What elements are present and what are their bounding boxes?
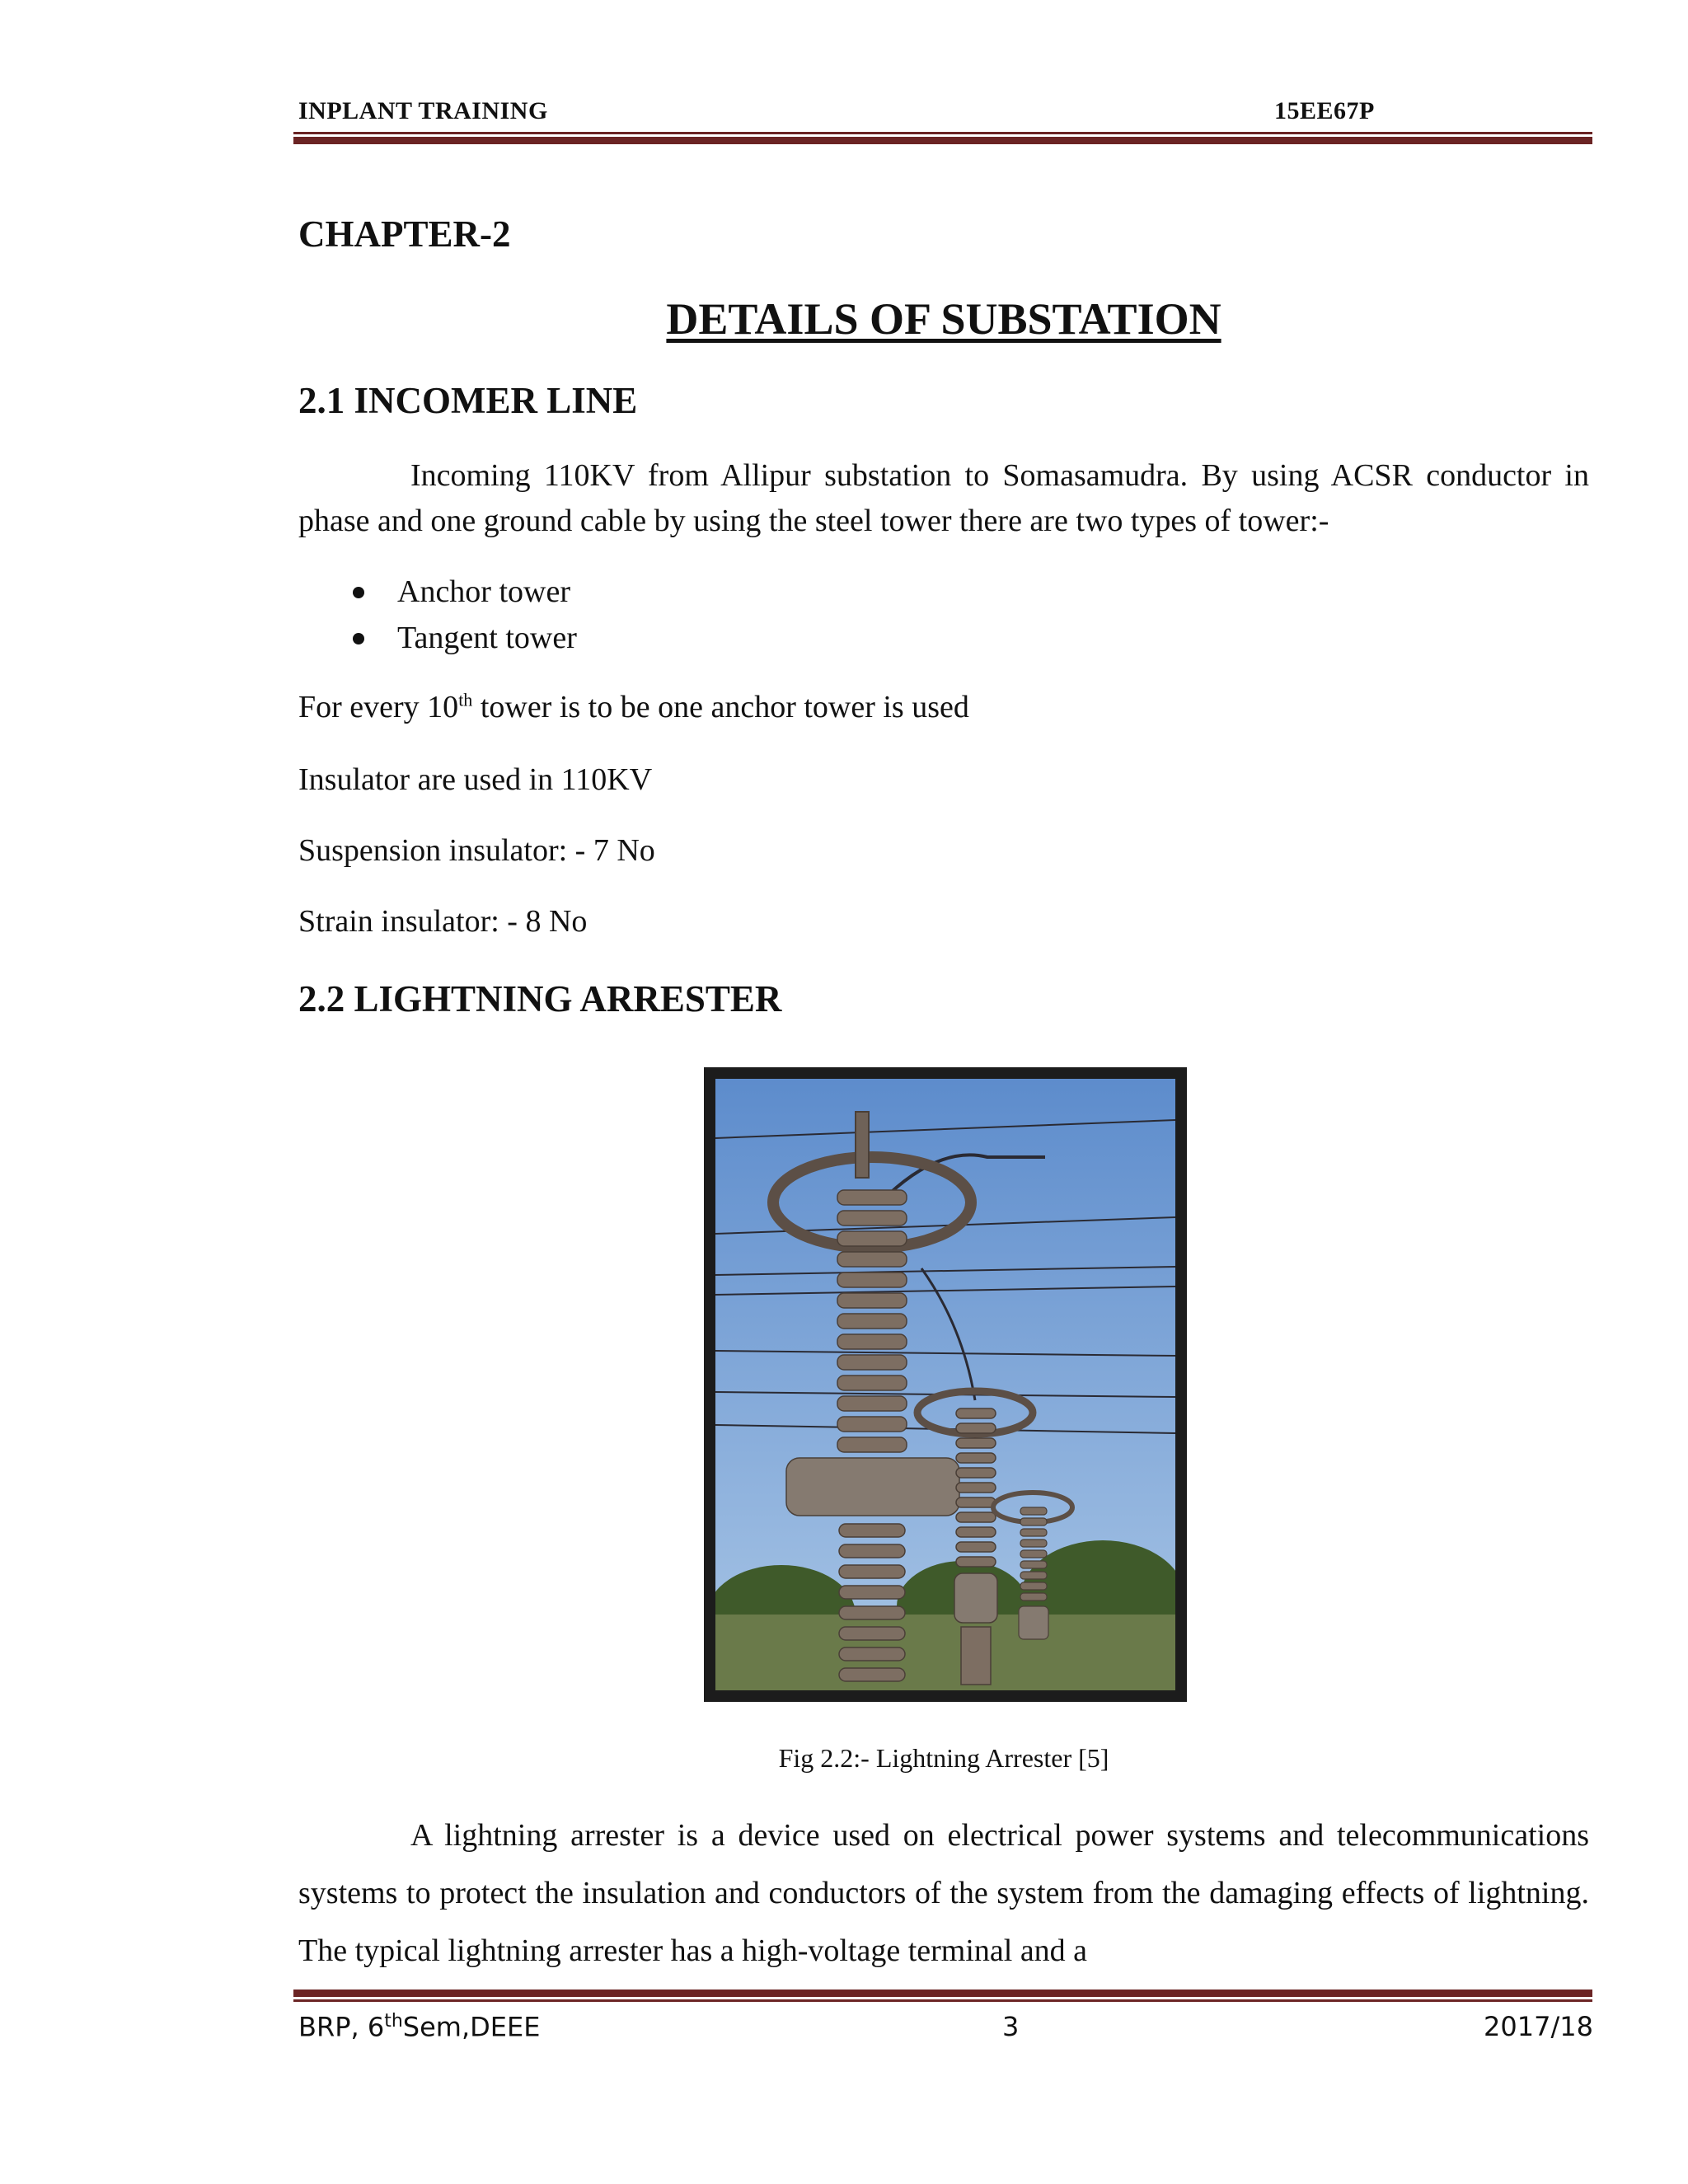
strain-insulator-note: Strain insulator: - 8 No xyxy=(298,904,588,939)
footer-left-text: BRP, 6 xyxy=(298,2011,385,2043)
figure-caption-container xyxy=(298,1743,1589,1774)
ordinal-superscript: th xyxy=(458,689,473,710)
anchor-tower-note xyxy=(298,689,969,725)
suspension-insulator-note: Suspension insulator: - 7 No xyxy=(298,833,655,868)
footer-left-text-end: Sem,DEEE xyxy=(402,2011,541,2043)
section-heading-lightning-arrester: 2.2 LIGHTNING ARRESTER xyxy=(298,978,782,1019)
lightning-arrester-paragraph: A lightning arrester is a device used on electrical power systems and telecommunications systems to protect the insulation and conductors of the system from the damaging effects of lightning. The typical lightning arrester has a high-voltage terminal and a xyxy=(298,1818,1589,1968)
header-rule-thin xyxy=(293,132,1592,134)
header-left-text: INPLANT TRAINING xyxy=(298,97,548,124)
insulator-note: Insulator are used in 110KV xyxy=(298,762,653,797)
page-number: 3 xyxy=(1002,2011,1020,2042)
list-item xyxy=(346,569,577,615)
bullet-icon xyxy=(353,633,364,644)
lightning-arrester-photo xyxy=(704,1067,1187,1702)
chapter-label: CHAPTER-2 xyxy=(298,213,511,255)
footer-rule-thin xyxy=(293,1999,1592,2002)
header-rule-thick xyxy=(293,137,1592,144)
header-right-code: 15EE67P xyxy=(1274,97,1375,124)
anchor-note-text: For every 10 xyxy=(298,690,459,724)
bullet-icon xyxy=(353,587,364,598)
list-item-text: Tangent tower xyxy=(397,621,577,655)
footer-rule-thick xyxy=(293,1990,1592,1997)
lightning-arrester-illustration xyxy=(715,1079,1175,1690)
tower-type-list xyxy=(346,569,577,661)
list-item-text: Anchor tower xyxy=(397,574,570,609)
page-title: DETAILS OF SUBSTATION xyxy=(666,294,1221,344)
footer-left xyxy=(298,2011,540,2043)
page-title-container xyxy=(298,293,1589,344)
figure-caption: Fig 2.2:- Lightning Arrester [5] xyxy=(778,1743,1109,1773)
footer-right-year: 2017/18 xyxy=(1484,2011,1593,2042)
footer-ordinal-superscript: th xyxy=(384,2011,403,2032)
section-heading-incomer-line: 2.1 INCOMER LINE xyxy=(298,380,638,421)
list-item xyxy=(346,615,577,661)
incomer-paragraph: Incoming 110KV from Allipur substation to Somasamudra. By using ACSR conductor in phase and one ground cable by using the steel tower there are two types of tower:- xyxy=(298,458,1589,538)
anchor-note-text-end: tower is to be one anchor tower is used xyxy=(472,690,969,724)
